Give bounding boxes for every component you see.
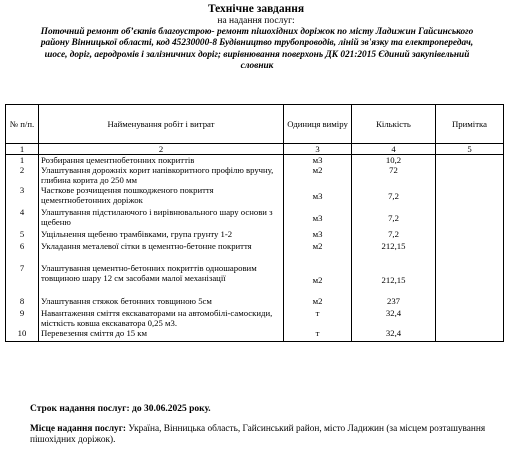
row-note	[436, 308, 504, 328]
table-row	[6, 207, 504, 229]
service-deadline: Строк надання послуг: до 30.06.2025 року.	[30, 404, 211, 414]
row-note	[436, 296, 504, 308]
table-row	[6, 229, 504, 241]
row-unit: м3	[284, 207, 352, 229]
row-number: 1	[6, 155, 39, 166]
column-number: 5	[436, 144, 504, 155]
row-unit: м2	[284, 241, 352, 263]
row-note	[436, 229, 504, 241]
row-quantity: 7,2	[352, 207, 436, 229]
row-unit: т	[284, 328, 352, 341]
table-row	[6, 296, 504, 308]
row-quantity: 7,2	[352, 229, 436, 241]
row-work-name: Улаштування дорожніх корит напівкоритного профілю вручну, глибина корита до 250 мм	[39, 165, 284, 185]
row-work-name: Укладання металевої сітки в цементно-бетонне покриття	[39, 241, 284, 263]
row-quantity: 7,2	[352, 185, 436, 207]
column-number: 4	[352, 144, 436, 155]
row-quantity: 237	[352, 296, 436, 308]
row-number: 8	[6, 296, 39, 308]
column-number: 2	[39, 144, 284, 155]
column-number: 3	[284, 144, 352, 155]
row-note	[436, 328, 504, 341]
column-header-quantity: Кількість	[352, 105, 436, 144]
row-work-name: Часткове розчищення пошкодженого покриття цементнобетонних доріжок	[39, 185, 284, 207]
row-unit: м3	[284, 185, 352, 207]
row-number: 7	[6, 263, 39, 296]
row-note	[436, 185, 504, 207]
row-unit: м2	[284, 263, 352, 296]
row-work-name: Улаштування стяжок бетонних товщиною 5см	[39, 296, 284, 308]
row-quantity: 212,15	[352, 241, 436, 263]
row-number: 9	[6, 308, 39, 328]
row-unit: м2	[284, 296, 352, 308]
row-unit: м3	[284, 229, 352, 241]
service-place-label: Місце надання послуг:	[30, 424, 127, 434]
table-row	[6, 328, 504, 341]
row-unit: м2	[284, 165, 352, 185]
row-work-name: Перевезення сміття до 15 км	[39, 328, 284, 341]
row-note	[436, 207, 504, 229]
table-row	[6, 185, 504, 207]
table-row	[6, 308, 504, 328]
row-number: 10	[6, 328, 39, 341]
row-number: 6	[6, 241, 39, 263]
table-row	[6, 155, 504, 166]
row-quantity: 10,2	[352, 155, 436, 166]
service-place	[30, 424, 500, 446]
document-header	[0, 0, 512, 72]
table-header-row	[6, 105, 504, 144]
document-title: Технічне завдання	[207, 3, 305, 15]
column-number-row	[6, 144, 504, 155]
row-work-name: Розбирання цементнобетонних покриттів	[39, 155, 284, 166]
document-subtitle: на надання послуг:	[217, 16, 295, 26]
row-work-name: Улаштування цементно-бетонних покриттів одношаровим товщиною шару 12 см засобами малої механізації	[39, 263, 284, 296]
row-number: 4	[6, 207, 39, 229]
works-table	[5, 104, 504, 342]
column-header-name: Найменування робіт і витрат	[39, 105, 284, 144]
row-number: 5	[6, 229, 39, 241]
row-work-name: Ущільнення щебеню трамбівками, група грунту 1-2	[39, 229, 284, 241]
row-work-name: Навантаження сміття екскаваторами на автомобілі-самоскиди, місткість ковша екскаватора 0,25 м3.	[39, 308, 284, 328]
row-note	[436, 155, 504, 166]
row-work-name: Улаштування підстилаючого і вирівнювального шару основи з щебеню	[39, 207, 284, 229]
row-quantity: 32,4	[352, 328, 436, 341]
row-note	[436, 263, 504, 296]
column-header-number: № п/п.	[6, 105, 39, 144]
row-number: 2	[6, 165, 39, 185]
service-subject: Поточний ремонт об’єктів благоустрою- ремонт пішохідних доріжок по місту Ладижин Гайсинського району Вінницької області, код 45230000-8 Будівництво трубопроводів, ліній зв'язку та електропередач, шосе, доріг, аеродромів і залізничних доріг; вирівнювання поверхонь ДК 021:2015 Єдиний закупівельний словник	[40, 27, 474, 71]
row-quantity: 72	[352, 165, 436, 185]
scan-edge-artifact	[506, 390, 512, 450]
column-header-note: Примітка	[436, 105, 504, 144]
table-row	[6, 263, 504, 296]
row-number: 3	[6, 185, 39, 207]
row-note	[436, 241, 504, 263]
table-row	[6, 165, 504, 185]
column-header-unit: Одиниця виміру	[284, 105, 352, 144]
column-number: 1	[6, 144, 39, 155]
row-note	[436, 165, 504, 185]
row-quantity: 212,15	[352, 263, 436, 296]
row-unit: т	[284, 308, 352, 328]
table-row	[6, 241, 504, 263]
row-unit: м3	[284, 155, 352, 166]
row-quantity: 32,4	[352, 308, 436, 328]
service-place-text: Україна, Вінницька область, Гайсинський район, місто Ладижин (за місцем розташування пішохідних доріжок).	[30, 424, 486, 445]
